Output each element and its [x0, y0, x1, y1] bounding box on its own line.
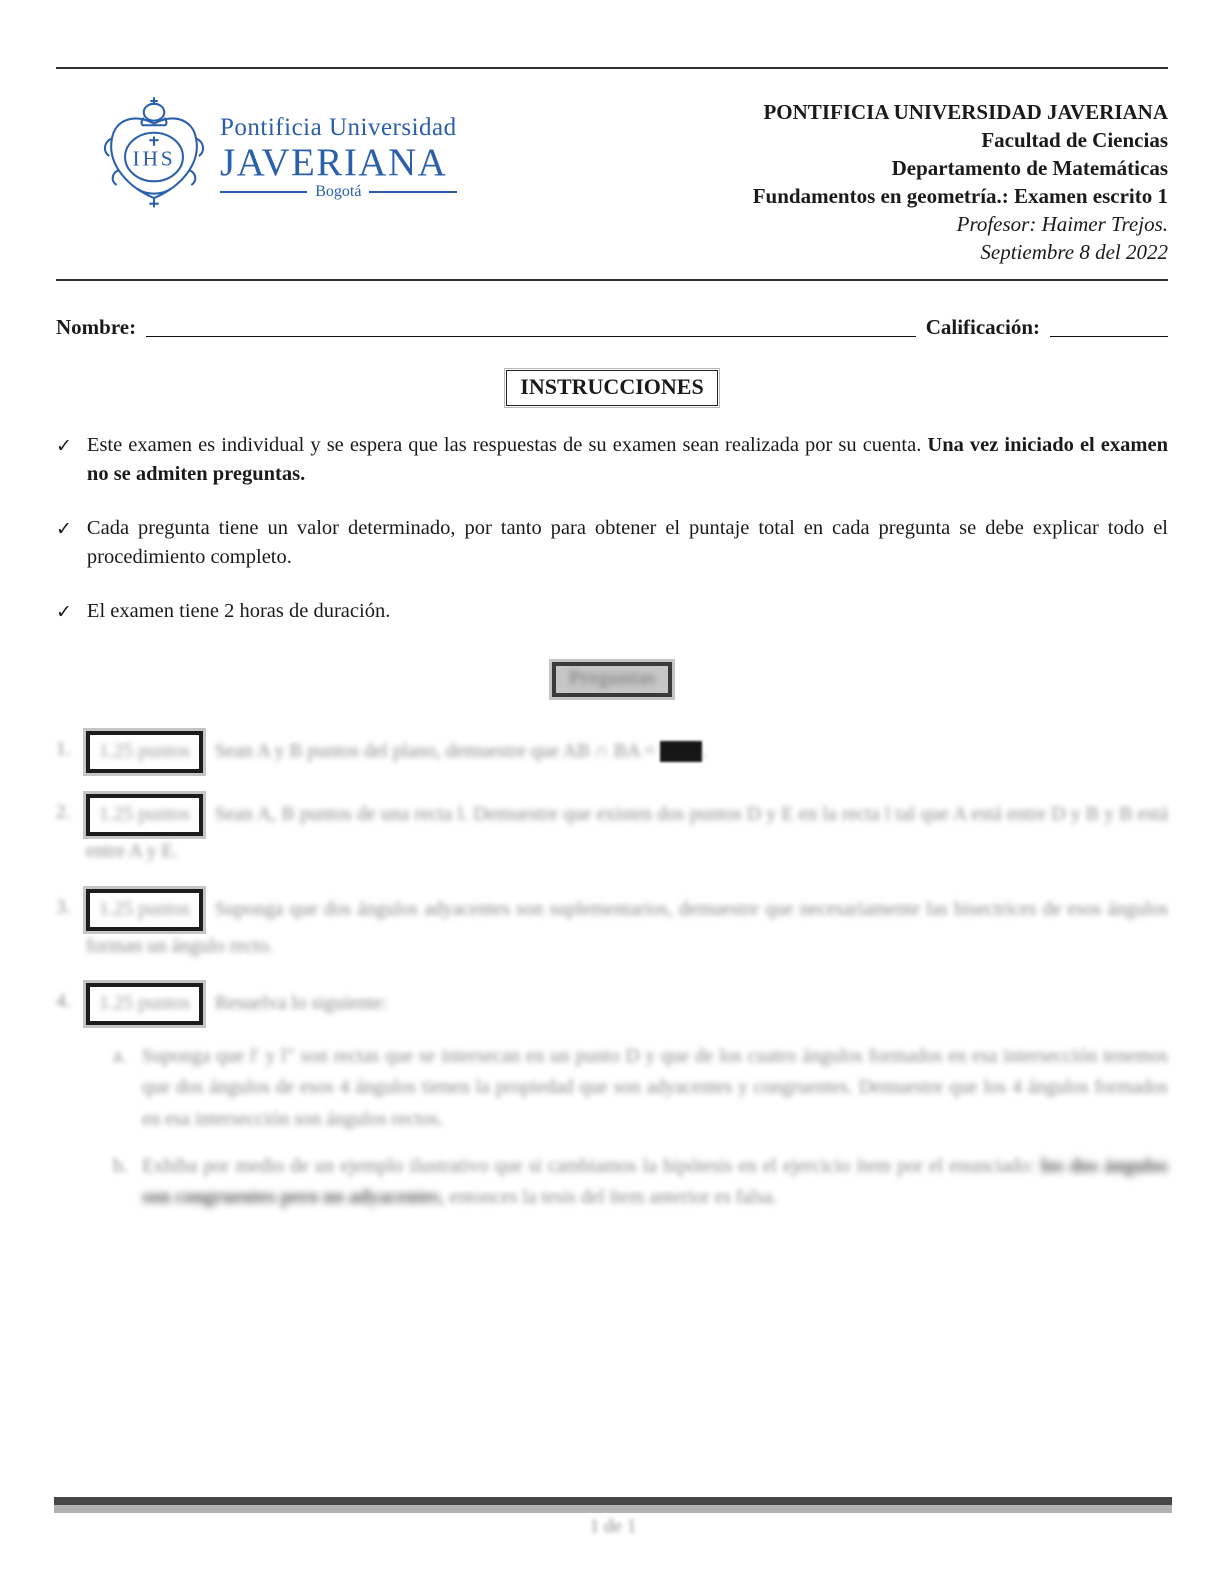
- page-footer: [54, 1497, 1172, 1538]
- instruction-item: [56, 597, 1168, 626]
- points-box: [86, 889, 203, 931]
- instruction-item: [56, 514, 1168, 572]
- grade-fill-line: [1050, 336, 1168, 337]
- points-box: [86, 731, 203, 773]
- crest-monogram: IHS: [132, 146, 176, 171]
- instruction-text: [87, 431, 1168, 489]
- question-number: 2.: [56, 802, 71, 824]
- question-body: [86, 731, 1168, 773]
- questions-list: [56, 731, 1168, 1213]
- faculty-name: Facultad de Ciencias: [981, 127, 1168, 152]
- instruction-text-normal: Cada pregunta tiene un valor determinado, por tanto para obtener el puntaje total en cada pregunta se debe explicar todo el procedimiento completo.: [86, 516, 1168, 568]
- question-number: 3.: [56, 896, 71, 918]
- subitem-text: Suponga que l′ y l′′ son rectas que se intersecan en un punto D y que de los cuatro ángulos formados en esa intersección tenemos que dos ángulos de esos 4 ángulos tienen la propiedad que son adyacentes y congruentes. Demuestre que los 4 ángulos formados en esa intersección son ángulos rectos.: [142, 1046, 1168, 1130]
- questions-title-box: [552, 662, 672, 697]
- logo-line-javeriana: JAVERIANA: [220, 140, 448, 184]
- points-label: 1.25 puntos: [99, 993, 191, 1015]
- footer-rule-light: [54, 1505, 1172, 1513]
- check-icon: ✓: [56, 517, 72, 540]
- instruction-text-normal: Este examen es individual y se espera que las respuestas de su examen sean realizada por su cuenta.: [86, 433, 928, 456]
- question-item-2: [56, 794, 1168, 867]
- points-label: 1.25 puntos: [99, 898, 191, 920]
- subitem-label: a.: [113, 1046, 127, 1068]
- instruction-text-bold: Una vez iniciado el examen no se admiten preguntas.: [86, 433, 1168, 485]
- question-body: [86, 794, 1168, 867]
- page-number: 1 de 1: [589, 1516, 637, 1537]
- document-header: [56, 95, 1168, 267]
- subitem-text-normal: , entonces la tesis del ítem anterior es falsa.: [439, 1186, 778, 1208]
- question-text-end: .: [701, 741, 707, 763]
- instructions-title-wrap: [56, 370, 1168, 406]
- question-body: [86, 983, 1168, 1213]
- points-label: 1.25 puntos: [99, 741, 191, 763]
- logo-line-bogota: Bogotá: [315, 182, 362, 200]
- subitem-a: [113, 1041, 1168, 1135]
- instruction-text-normal: El examen tiene 2 horas de duración.: [86, 599, 391, 622]
- points-box: [86, 794, 203, 836]
- name-label: Nombre:: [56, 314, 137, 339]
- subitem-text-bold: los dos ángulos son congruentes pero no adyacentes: [142, 1155, 1168, 1208]
- instructions-title: INSTRUCCIONES: [506, 370, 717, 406]
- logo-rule-right: [369, 191, 456, 193]
- footer-rule-dark: [54, 1497, 1172, 1505]
- subitem-text-normal: Exhiba por medio de un ejemplo ilustrativo que si cambiamos la hipótesis en el ejercicio ítem por el enunciado:: [142, 1155, 1041, 1177]
- instruction-text: [87, 514, 1168, 572]
- name-fill-line: [146, 336, 916, 337]
- question-text: Resuelva lo siguiente:: [215, 993, 388, 1015]
- university-crest-icon: [98, 95, 210, 219]
- points-box: [86, 983, 203, 1025]
- professor-name: Profesor: Haimer Trejos.: [956, 211, 1168, 236]
- check-icon: ✓: [56, 434, 72, 457]
- questions-title: Preguntas: [568, 667, 656, 690]
- question-item-1: [56, 731, 1168, 773]
- university-name: PONTIFICIA UNIVERSIDAD JAVERIANA: [763, 100, 1168, 124]
- question-text: Suponga que dos ángulos adyacentes son suplementarios, demuestre que necesariamente las bisectrices de esos ángulos forman un ángulo recto.: [86, 898, 1168, 957]
- header-bottom-rule: [56, 279, 1168, 281]
- instructions-list: [56, 431, 1168, 627]
- question-text: Sean A y B puntos del plano, demuestre que AB ∩ BA =: [215, 741, 661, 763]
- university-logo: [98, 95, 457, 219]
- logo-line-pontificia: Pontificia Universidad: [220, 113, 457, 141]
- name-grade-row: [56, 315, 1168, 340]
- questions-title-wrap: [56, 662, 1168, 697]
- subitem-b: [113, 1151, 1168, 1213]
- points-label: 1.25 puntos: [99, 804, 191, 826]
- instruction-text: [87, 597, 1168, 626]
- question-subitems: [113, 1041, 1168, 1213]
- course-exam-title: Fundamentos en geometría.: Examen escrito 1: [752, 183, 1168, 208]
- question-number: 1.: [56, 739, 71, 761]
- logo-rule-left: [220, 191, 307, 193]
- question-number: 4.: [56, 991, 71, 1013]
- grade-label: Calificación:: [925, 314, 1040, 339]
- department-name: Departamento de Matemáticas: [891, 155, 1168, 180]
- question-item-4: [56, 983, 1168, 1213]
- logo-wordmark: [220, 114, 457, 201]
- check-icon: ✓: [56, 600, 72, 623]
- censored-formula-blob: AB: [660, 741, 701, 762]
- question-text: Sean A, B puntos de una recta l. Demuestre que existen dos puntos D y E en la recta l tal que A está entre D y B y B está entre A y E.: [86, 804, 1168, 863]
- top-rule: [56, 67, 1168, 69]
- exam-date: Septiembre 8 del 2022: [980, 239, 1168, 264]
- instruction-item: [56, 431, 1168, 489]
- logo-line-bogota-row: [220, 183, 457, 201]
- question-body: [86, 889, 1168, 962]
- subitem-text: [142, 1151, 1168, 1213]
- question-item-3: [56, 889, 1168, 962]
- header-info-block: [753, 99, 1168, 267]
- subitem-label: b.: [113, 1155, 128, 1177]
